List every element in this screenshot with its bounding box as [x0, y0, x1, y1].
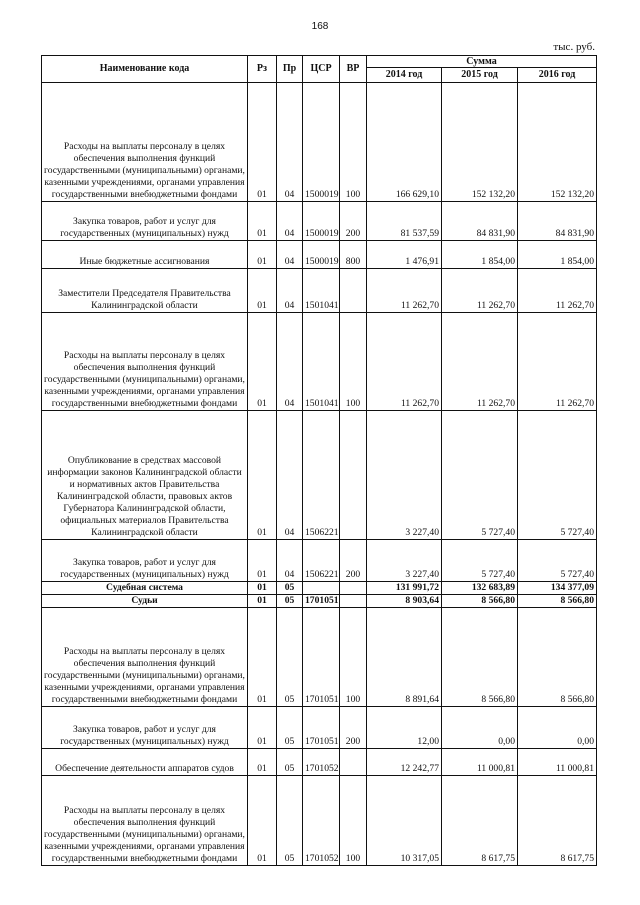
row-rz: 01 — [248, 594, 277, 607]
row-pr: 04 — [277, 202, 303, 241]
row-value-2015: 5 727,40 — [442, 411, 518, 540]
header-year-2016: 2016 год — [518, 68, 597, 83]
row-value-2016: 8 617,75 — [518, 775, 597, 865]
table-row — [42, 706, 597, 748]
row-value-2016: 1 854,00 — [518, 241, 597, 269]
row-value-2015: 1 854,00 — [442, 241, 518, 269]
row-value-2016: 11 000,81 — [518, 748, 597, 775]
row-vr: 100 — [340, 775, 367, 865]
row-csr: 1501041 — [303, 269, 340, 313]
row-value-2014: 11 262,70 — [367, 313, 442, 411]
row-pr: 05 — [277, 582, 303, 595]
row-name: Судьи — [42, 594, 248, 607]
table-row — [42, 775, 597, 865]
row-pr: 04 — [277, 83, 303, 202]
row-name: Судебная система — [42, 582, 248, 595]
table-row — [42, 313, 597, 411]
row-pr: 05 — [277, 594, 303, 607]
row-vr: 200 — [340, 202, 367, 241]
row-name: Расходы на выплаты персоналу в целях обеспечения выполнения функций государственными (муниципальными) органами, казенными учреждениями, органами управления государственными внебюджетными фондами — [42, 607, 248, 706]
table-row — [42, 748, 597, 775]
header-sum: Сумма — [367, 56, 597, 68]
table-row — [42, 582, 597, 595]
row-value-2015: 11 262,70 — [442, 313, 518, 411]
row-value-2014: 166 629,10 — [367, 83, 442, 202]
header-rz: Рз — [248, 56, 277, 83]
row-csr: 1506221 — [303, 540, 340, 582]
header-name: Наименование кода — [42, 56, 248, 83]
row-pr: 04 — [277, 241, 303, 269]
row-vr — [340, 594, 367, 607]
budget-table — [41, 55, 597, 866]
row-name: Закупка товаров, работ и услуг для государственных (муниципальных) нужд — [42, 202, 248, 241]
row-value-2016: 0,00 — [518, 706, 597, 748]
row-vr: 200 — [340, 706, 367, 748]
row-vr: 100 — [340, 607, 367, 706]
row-name: Закупка товаров, работ и услуг для государственных (муниципальных) нужд — [42, 706, 248, 748]
row-value-2014: 12 242,77 — [367, 748, 442, 775]
row-pr: 05 — [277, 748, 303, 775]
row-csr: 1701052 — [303, 775, 340, 865]
row-value-2014: 11 262,70 — [367, 269, 442, 313]
row-rz: 01 — [248, 269, 277, 313]
table-row — [42, 202, 597, 241]
row-csr: 1701051 — [303, 594, 340, 607]
row-value-2014: 3 227,40 — [367, 540, 442, 582]
row-csr: 1500019 — [303, 83, 340, 202]
row-rz: 01 — [248, 313, 277, 411]
table-row — [42, 269, 597, 313]
table-row — [42, 540, 597, 582]
header-pr: Пр — [277, 56, 303, 83]
row-value-2016: 84 831,90 — [518, 202, 597, 241]
row-vr — [340, 582, 367, 595]
row-value-2016: 8 566,80 — [518, 607, 597, 706]
row-value-2014: 81 537,59 — [367, 202, 442, 241]
row-vr — [340, 269, 367, 313]
table-row — [42, 594, 597, 607]
row-vr — [340, 748, 367, 775]
row-rz: 01 — [248, 582, 277, 595]
row-rz: 01 — [248, 706, 277, 748]
row-value-2015: 0,00 — [442, 706, 518, 748]
row-value-2014: 8 891,64 — [367, 607, 442, 706]
row-csr: 1701051 — [303, 706, 340, 748]
row-value-2014: 131 991,72 — [367, 582, 442, 595]
row-vr — [340, 411, 367, 540]
header-vr: ВР — [340, 56, 367, 83]
row-value-2015: 84 831,90 — [442, 202, 518, 241]
row-value-2014: 1 476,91 — [367, 241, 442, 269]
row-value-2015: 152 132,20 — [442, 83, 518, 202]
row-rz: 01 — [248, 540, 277, 582]
row-value-2014: 12,00 — [367, 706, 442, 748]
row-name: Иные бюджетные ассигнования — [42, 241, 248, 269]
row-vr: 800 — [340, 241, 367, 269]
row-value-2015: 132 683,89 — [442, 582, 518, 595]
row-csr: 1500019 — [303, 202, 340, 241]
row-vr: 200 — [340, 540, 367, 582]
row-pr: 05 — [277, 607, 303, 706]
row-value-2016: 5 727,40 — [518, 411, 597, 540]
row-csr: 1701052 — [303, 748, 340, 775]
row-name: Опубликование в средствах массовой информации законов Калининградской области и нормативных актов Правительства Калининградской области, правовых актов Губернатора Калининградской области, официальных материалов Правительства Калининградской области — [42, 411, 248, 540]
row-csr: 1701051 — [303, 607, 340, 706]
header-year-2015: 2015 год — [442, 68, 518, 83]
row-value-2015: 11 262,70 — [442, 269, 518, 313]
row-name: Расходы на выплаты персоналу в целях обеспечения выполнения функций государственными (муниципальными) органами, казенными учреждениями, органами управления государственными внебюджетными фондами — [42, 775, 248, 865]
row-csr — [303, 582, 340, 595]
table-row — [42, 241, 597, 269]
row-value-2016: 5 727,40 — [518, 540, 597, 582]
row-rz: 01 — [248, 748, 277, 775]
row-value-2016: 152 132,20 — [518, 83, 597, 202]
row-value-2014: 3 227,40 — [367, 411, 442, 540]
header-year-2014: 2014 год — [367, 68, 442, 83]
row-value-2014: 10 317,05 — [367, 775, 442, 865]
row-csr: 1506221 — [303, 411, 340, 540]
row-pr: 04 — [277, 411, 303, 540]
row-pr: 04 — [277, 269, 303, 313]
row-vr: 100 — [340, 83, 367, 202]
row-value-2016: 8 566,80 — [518, 594, 597, 607]
row-value-2015: 8 566,80 — [442, 594, 518, 607]
row-pr: 05 — [277, 706, 303, 748]
table-row — [42, 83, 597, 202]
row-rz: 01 — [248, 411, 277, 540]
row-value-2016: 134 377,09 — [518, 582, 597, 595]
table-row — [42, 411, 597, 540]
row-value-2014: 8 903,64 — [367, 594, 442, 607]
row-name: Закупка товаров, работ и услуг для государственных (муниципальных) нужд — [42, 540, 248, 582]
row-pr: 04 — [277, 313, 303, 411]
row-name: Расходы на выплаты персоналу в целях обеспечения выполнения функций государственными (муниципальными) органами, казенными учреждениями, органами управления государственными внебюджетными фондами — [42, 83, 248, 202]
row-rz: 01 — [248, 775, 277, 865]
units-label: тыс. руб. — [553, 41, 595, 53]
row-pr: 05 — [277, 775, 303, 865]
header-csr: ЦСР — [303, 56, 340, 83]
row-name: Заместители Председателя Правительства Калининградской области — [42, 269, 248, 313]
row-rz: 01 — [248, 241, 277, 269]
row-csr: 1500019 — [303, 241, 340, 269]
row-value-2015: 11 000,81 — [442, 748, 518, 775]
row-value-2015: 8 617,75 — [442, 775, 518, 865]
row-rz: 01 — [248, 607, 277, 706]
row-pr: 04 — [277, 540, 303, 582]
row-rz: 01 — [248, 202, 277, 241]
row-rz: 01 — [248, 83, 277, 202]
row-value-2015: 8 566,80 — [442, 607, 518, 706]
row-name: Обеспечение деятельности аппаратов судов — [42, 748, 248, 775]
row-value-2015: 5 727,40 — [442, 540, 518, 582]
page-number: 168 — [311, 21, 329, 32]
row-name: Расходы на выплаты персоналу в целях обеспечения выполнения функций государственными (муниципальными) органами, казенными учреждениями, органами управления государственными внебюджетными фондами — [42, 313, 248, 411]
table-row — [42, 607, 597, 706]
row-value-2016: 11 262,70 — [518, 313, 597, 411]
row-csr: 1501041 — [303, 313, 340, 411]
row-value-2016: 11 262,70 — [518, 269, 597, 313]
row-vr: 100 — [340, 313, 367, 411]
